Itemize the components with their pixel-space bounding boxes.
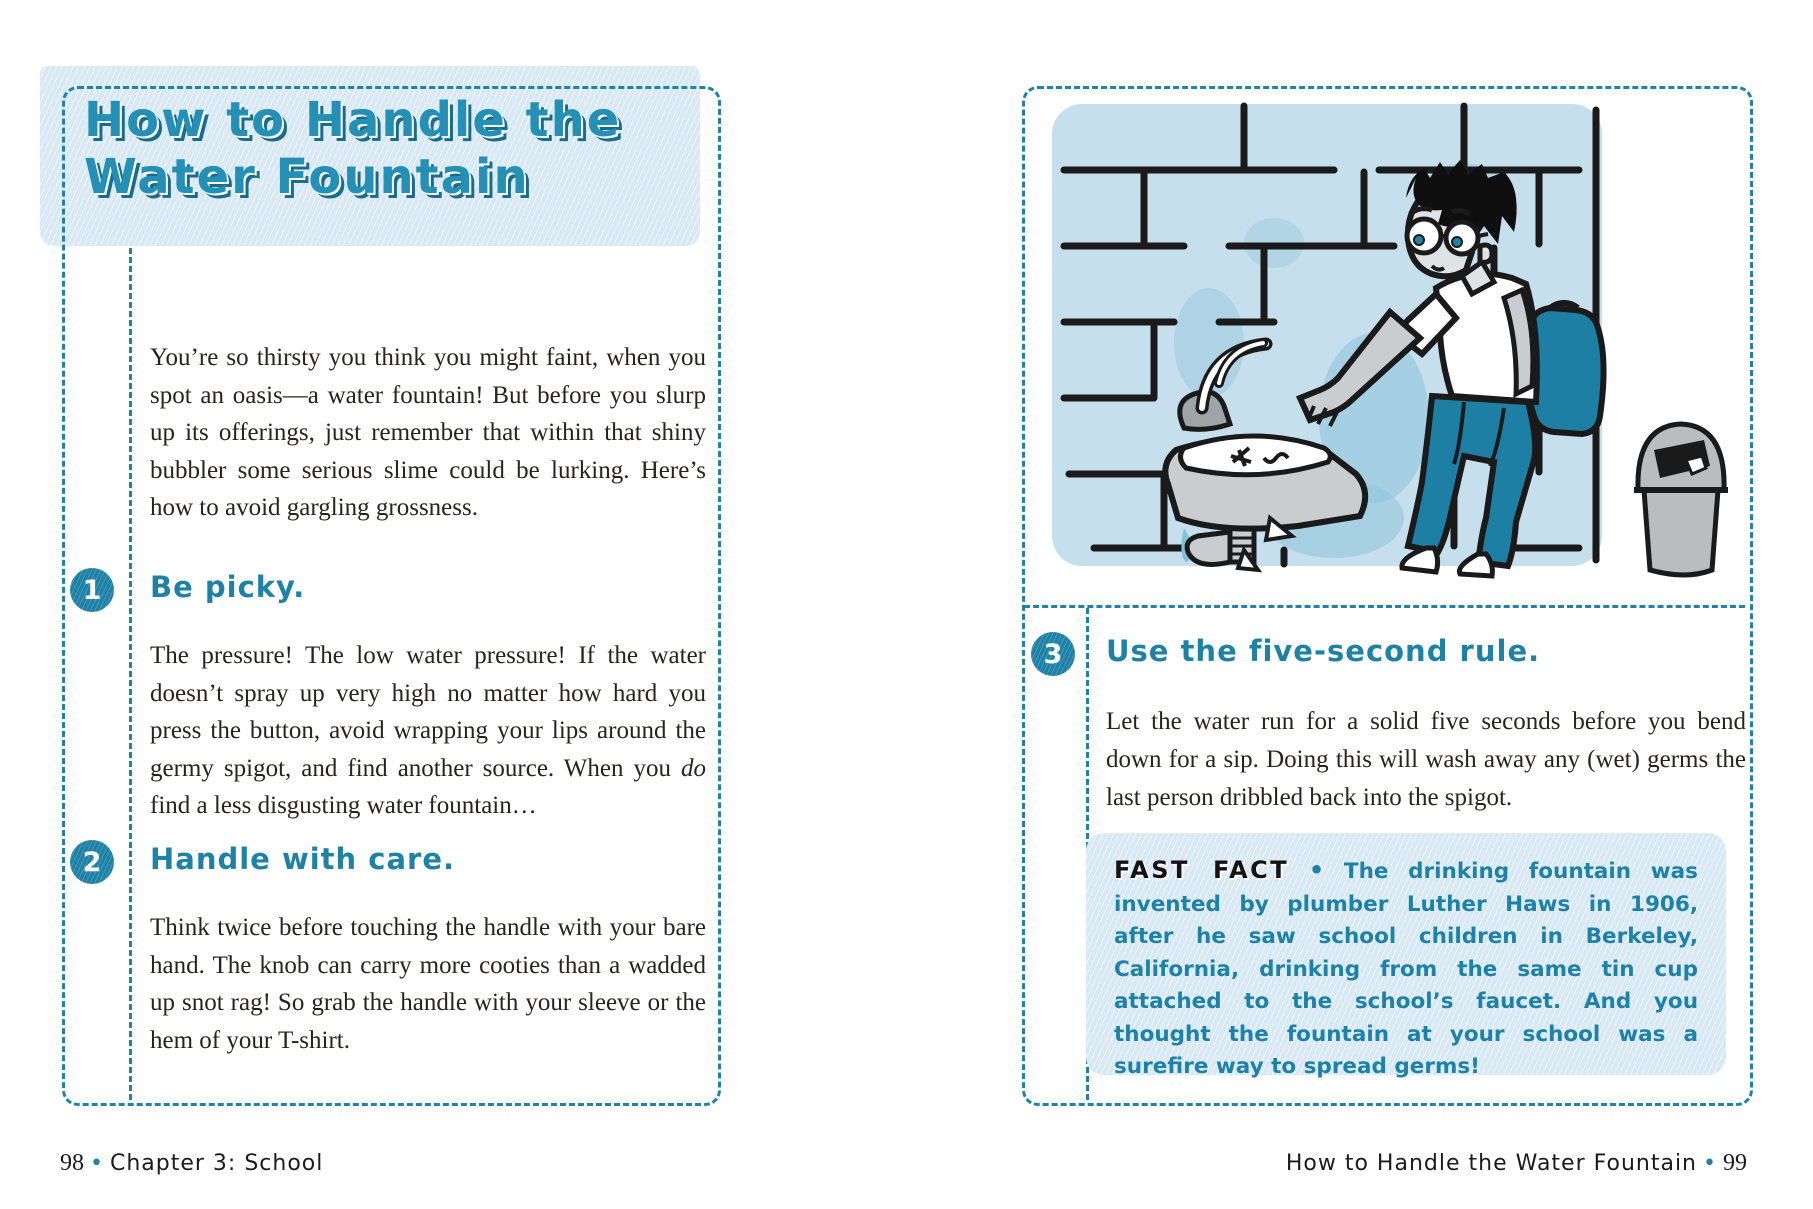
fast-fact-box xyxy=(1086,833,1726,1079)
boy-ear xyxy=(1480,245,1492,262)
step-1-body-tail: find a less disgusting water fountain… xyxy=(150,792,537,819)
step-2-heading: Handle with care. xyxy=(150,842,456,876)
step-1-badge: 1 xyxy=(70,568,114,612)
right-footer xyxy=(1286,1150,1747,1177)
glasses-right-lens xyxy=(1446,222,1478,254)
boy-eye xyxy=(1414,235,1424,245)
fast-fact-paragraph xyxy=(1114,854,1698,1084)
step-2-body: Think twice before touching the handle with your bare hand. The knob can carry more cooties than a wadded up snot rag! So grab the handle with your sleeve or the hem of your T-shirt. xyxy=(150,914,706,1054)
left-page-number: 98 xyxy=(60,1150,84,1176)
right-footer-label: How to Handle the Water Fountain xyxy=(1285,1151,1698,1176)
glasses-left-lens xyxy=(1407,219,1441,253)
step-2-badge: 2 xyxy=(70,840,114,884)
right-card-separator-line xyxy=(1024,605,1745,608)
step-1-body-emphasis: do xyxy=(681,754,706,782)
step-3-heading: Use the five-second rule. xyxy=(1106,634,1541,668)
left-footer-bullet: • xyxy=(90,1151,104,1176)
page-title xyxy=(84,92,684,206)
boy-eye xyxy=(1452,237,1462,247)
trash-can-body xyxy=(1644,490,1718,575)
fast-fact-text: The drinking fountain was invented by plumber Luther Haws in 1906, after he saw school children in Berkeley, California, drinking from the same tin cup attached to the school’s faucet. And you thought the fountain at your school was a surefire way to spread germs! xyxy=(1114,859,1698,1079)
step-3-badge: 3 xyxy=(1031,632,1075,676)
step-1-heading: Be picky. xyxy=(150,570,306,604)
step-1-body-lead: The pressure! The low water pressure! If the water doesn’t spray up very high no matter how hard you press the button, avoid wrapping your lips around the germy spigot, and find another source. When you xyxy=(150,642,706,782)
intro-paragraph: You’re so thirsty you think you might faint, when you spot an oasis—a water fountain! But before you slurp up its offerings, just remember that within that shiny bubbler some serious slime could be lurking. Here’s how to avoid gargling grossness. xyxy=(150,344,706,521)
fast-fact-label: FAST FACT xyxy=(1114,856,1290,884)
step-3-body: Let the water run for a solid five seconds before you bend down for a sip. Doing this will wash away any (wet) germs the last person dribbled back into the spigot. xyxy=(1106,708,1746,811)
page-title-line1: How to Handle the xyxy=(84,92,622,148)
fast-fact-bullet: • xyxy=(1308,856,1325,884)
fountain-pipe-elbow xyxy=(1187,532,1230,564)
page-title-line2: Water Fountain xyxy=(84,149,530,205)
basin-slime-top xyxy=(1180,436,1330,475)
trash-can xyxy=(1634,424,1728,575)
right-footer-bullet: • xyxy=(1703,1151,1717,1176)
left-footer-label: Chapter 3: School xyxy=(109,1151,324,1176)
water-fountain-illustration xyxy=(1034,98,1734,590)
left-footer xyxy=(60,1150,323,1177)
right-page-number: 99 xyxy=(1723,1150,1747,1176)
left-card-divider-line xyxy=(129,248,132,1100)
step-1-body xyxy=(150,637,706,825)
